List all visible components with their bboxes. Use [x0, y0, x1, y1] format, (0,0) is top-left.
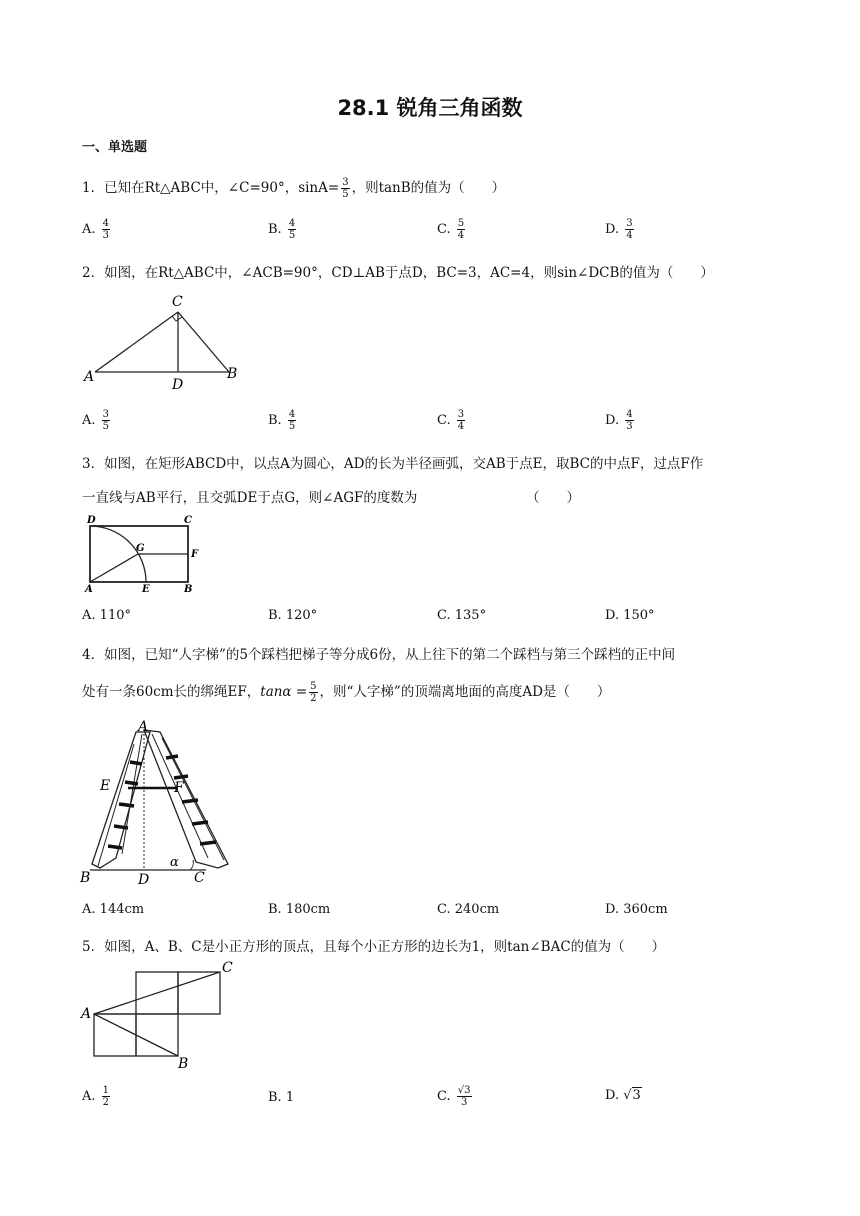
question-2-stem: 2．如图，在Rt△ABC中，∠ACB=90°，CD⊥AB于点D，BC=3，AC=4，则sin∠DCB的值为（ ）: [82, 265, 714, 281]
angle-label-alpha: α: [170, 855, 179, 870]
point-label-g: G: [136, 543, 145, 554]
question-3-option-c[interactable]: C. 135°: [437, 608, 487, 623]
point-label-f: F: [191, 549, 199, 560]
point-label-d: D: [138, 872, 150, 888]
question-3-figure: [82, 512, 212, 594]
question-1-option-c[interactable]: C. $\frac{5}{4}$: [437, 218, 465, 241]
question-5-stem: 5．如图，A、B、C是小正方形的顶点，且每个小正方形的边长为1，则tan∠BAC的值为（ ）: [82, 939, 666, 955]
fraction: $\frac{3}{5}$: [342, 177, 349, 200]
point-label-d: D: [87, 515, 96, 526]
question-2-option-a[interactable]: A. $\frac{3}{5}$: [82, 409, 110, 432]
question-4-option-c[interactable]: C. 240cm: [437, 902, 500, 917]
question-3-option-b[interactable]: B. 120°: [268, 608, 318, 623]
question-1-option-b[interactable]: B. $\frac{4}{5}$: [268, 218, 296, 241]
question-5-option-d[interactable]: D. √3: [605, 1088, 641, 1103]
point-label-a: A: [81, 1006, 92, 1022]
question-1-stem: 1．已知在Rt△ABC中，∠C=90°，sinA= $\frac{3}{5}$ ，则tanB的值为（ ）: [82, 177, 506, 200]
question-5-option-a[interactable]: A. $\frac{1}{2}$: [82, 1085, 110, 1108]
point-label-e: E: [100, 778, 111, 794]
point-label-b: B: [80, 870, 91, 886]
question-3-option-d[interactable]: D. 150°: [605, 608, 655, 623]
question-5-option-b[interactable]: B. 1: [268, 1090, 295, 1105]
point-label-c: C: [184, 515, 192, 526]
question-4-option-a[interactable]: A. 144cm: [82, 902, 145, 917]
question-4-option-b[interactable]: B. 180cm: [268, 902, 331, 917]
point-label-b: B: [178, 1056, 189, 1072]
question-1-option-d[interactable]: D. $\frac{3}{4}$: [605, 218, 633, 241]
point-label-e: E: [142, 584, 150, 595]
point-label-b: B: [184, 584, 193, 595]
question-2-option-d[interactable]: D. $\frac{4}{3}$: [605, 409, 633, 432]
question-3-stem-line2: 一直线与AB平行，且交弧DE于点G，则∠AGF的度数为: [82, 490, 418, 506]
point-label-c: C: [172, 294, 183, 310]
question-2-figure: [80, 290, 250, 393]
question-1-option-a[interactable]: A. $\frac{4}{3}$: [82, 218, 110, 241]
point-label-d: D: [172, 377, 184, 393]
point-label-c: C: [222, 960, 233, 976]
question-4-stem-line2: 处有一条60cm长的绑绳EF，tanα = $\frac{5}{2}$ ，则“人字梯”的顶端离地面的高度AD是（ ）: [82, 681, 611, 704]
question-3-option-a[interactable]: A. 110°: [82, 608, 131, 623]
point-label-a: A: [84, 369, 95, 385]
page-title: 28.1 锐角三角函数: [337, 96, 523, 120]
question-5-option-c[interactable]: C. $\frac{√3}{3}$: [437, 1085, 471, 1108]
question-2-option-b[interactable]: B. $\frac{4}{5}$: [268, 409, 296, 432]
question-3-stem-line1: 3．如图，在矩形ABCD中，以点A为圆心，AD的长为半径画弧，交AB于点E，取BC的中点F，过点F作: [82, 456, 704, 472]
section-heading: 一、单选题: [82, 140, 148, 155]
question-4-option-d[interactable]: D. 360cm: [605, 902, 668, 917]
point-label-a: A: [85, 584, 93, 595]
point-label-a: A: [138, 719, 149, 735]
point-label-f: F: [174, 780, 184, 796]
question-5-grid-figure: [80, 960, 240, 1070]
question-3-answer-paren: （ ）: [526, 490, 580, 506]
question-4-ladder-figure: [78, 718, 248, 888]
point-label-c: C: [194, 870, 205, 886]
point-label-b: B: [227, 366, 238, 382]
question-4-stem-line1: 4．如图，已知“人字梯”的5个踩档把梯子等分成6份，从上往下的第二个踩档与第三个踩档的正中间: [82, 647, 676, 663]
question-2-option-c[interactable]: C. $\frac{3}{4}$: [437, 409, 465, 432]
